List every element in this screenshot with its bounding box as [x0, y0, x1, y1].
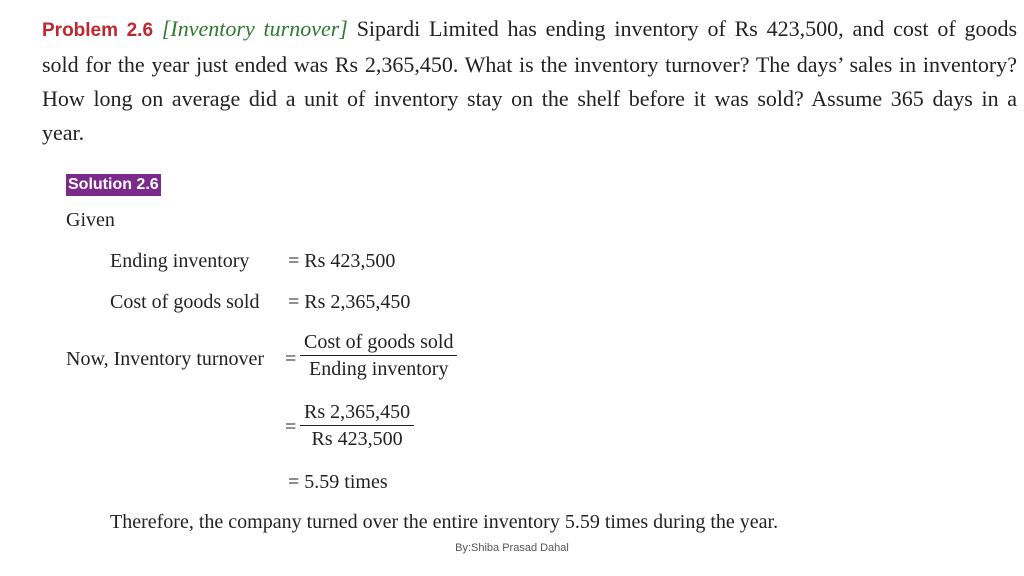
problem-line-3: How long on average did a unit of inventory stay on the shelf before it was sold? Assume 365 days in a [42, 86, 1017, 111]
equals-sign-1: = [285, 348, 297, 370]
given-label: Given [66, 209, 115, 231]
problem-line-1 [42, 12, 1017, 48]
cogs-label: Cost of goods sold [110, 291, 260, 313]
calc-numerator: Rs 2,365,450 [300, 400, 414, 426]
equals-sign-2: = [285, 416, 297, 438]
solution-badge: Solution 2.6 [66, 174, 161, 196]
turnover-formula-fraction [300, 330, 457, 381]
inventory-turnover-label: Now, Inventory turnover [66, 348, 265, 370]
footer-credit: By:Shiba Prasad Dahal [455, 542, 569, 554]
turnover-result: = 5.59 times [288, 471, 388, 493]
turnover-calc-fraction [300, 400, 414, 451]
problem-line-2: sold for the year just ended was Rs 2,365,450. What is the inventory turnover? The days’ sales in inventory? [42, 52, 1017, 77]
problem-topic: [Inventory turnover] [161, 16, 348, 41]
ending-inventory-value: = Rs 423,500 [288, 250, 396, 272]
calc-denominator: Rs 423,500 [311, 428, 403, 450]
problem-line-4: year. [42, 120, 85, 145]
problem-label: Problem 2.6 [42, 20, 154, 41]
ending-inventory-label: Ending inventory [110, 250, 250, 272]
problem-text-1: Sipardi Limited has ending inventory of Rs 423,500, and cost of goods [356, 16, 1017, 41]
formula-numerator: Cost of goods sold [300, 330, 457, 356]
problem-statement [42, 12, 1017, 150]
conclusion-text: Therefore, the company turned over the entire inventory 5.59 times during the year. [110, 511, 779, 533]
cogs-value: = Rs 2,365,450 [288, 291, 411, 313]
formula-denominator: Ending inventory [309, 358, 449, 380]
